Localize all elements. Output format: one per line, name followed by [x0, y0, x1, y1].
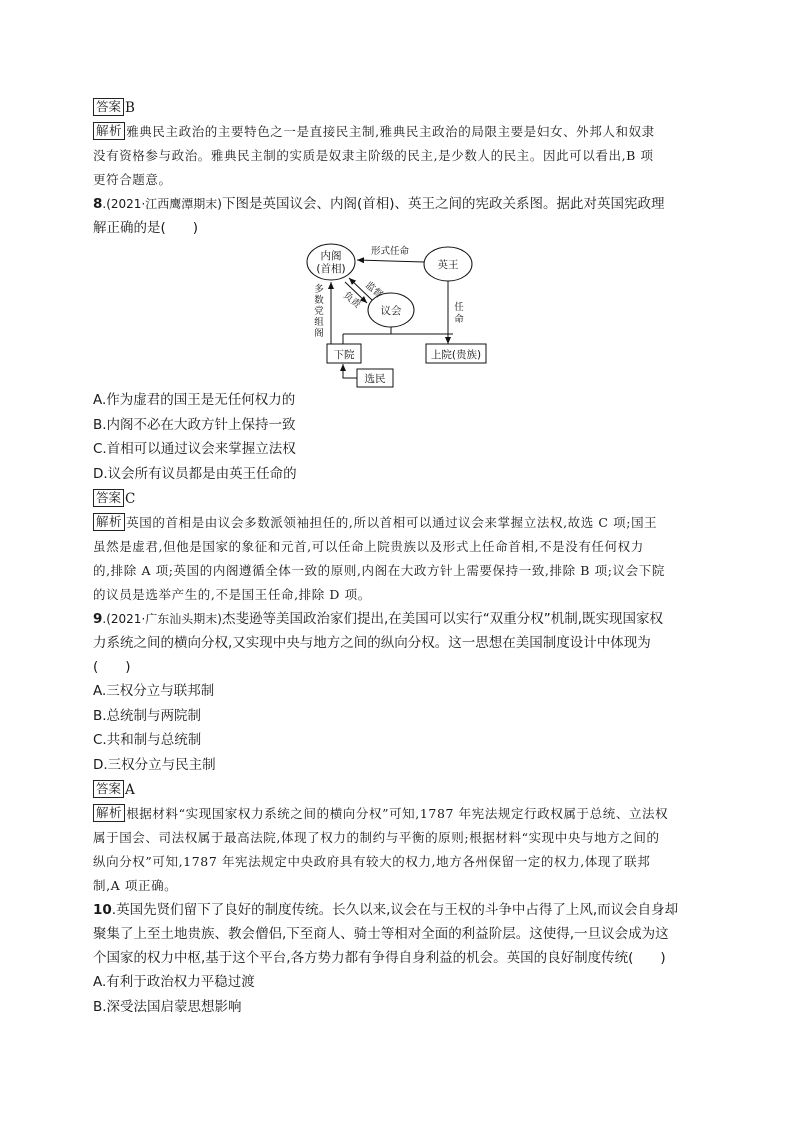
q10-stem-line: 聚集了上至土地贵族、教会僧侣,下至商人、骑士等相对全面的利益阶层。这使得,一旦议会成为这	[93, 926, 669, 942]
cabinet-label-pm: (首相)	[316, 263, 346, 275]
q9-stem-line: ( )	[93, 659, 131, 675]
q10-stem-line: .英国先贤们留下了良好的制度传统。长久以来,议会在与王权的斗争中占得了上风,而议会自身却	[111, 902, 679, 918]
q8-options	[93, 388, 703, 486]
q8-option-a[interactable]: A.作为虚君的国王是无任何权力的	[93, 392, 296, 408]
q8-stem-line: 下图是英国议会、内阁(首相)、英王之间的宪政关系图。据此对英国宪政理	[221, 196, 665, 212]
parliament-label: 议会	[380, 305, 402, 317]
majority-party-label	[314, 283, 324, 339]
q9-answer: A	[125, 782, 135, 798]
q8-explanation	[93, 511, 703, 607]
q8-answer-line	[93, 487, 703, 511]
q8-answer: C	[125, 491, 136, 507]
formal-appoint-label: 形式任命	[370, 246, 410, 257]
king-label: 英王	[437, 259, 459, 271]
q7-explanation-line: 雅典民主政治的主要特色之一是直接民主制,雅典民主政治的局限主要是妇女、外邦人和奴隶	[126, 124, 655, 139]
lower-house-label: 下院	[333, 349, 355, 361]
q8-option-d[interactable]: D.议会所有议员都是由英王任命的	[93, 465, 297, 482]
q8-explanation-line: 英国的首相是由议会多数派领袖担任的,所以首相可以通过议会来掌握立法权,故选 C 项;国王	[126, 515, 658, 530]
q8-stem-line: 解正确的是( )	[93, 220, 199, 236]
explanation-tag: 解析	[93, 122, 125, 140]
q8-stem	[93, 192, 703, 240]
responsible-label: 负责	[341, 289, 363, 311]
q8-option-b[interactable]: B.内阁不必在大政方针上保持一致	[93, 416, 296, 433]
supervise-label: 监督	[363, 279, 385, 301]
q8-explanation-line: 的议员是选举产生的,不是国王任命,排除 D 项。	[93, 587, 371, 602]
q10-stem-line: 个国家的权力中枢,基于这个平台,各方势力都有争得自身利益的机会。英国的良好制度传统( )	[93, 950, 666, 966]
q8-option-c[interactable]: C.首相可以通过议会来掌握立法权	[93, 441, 296, 457]
diagram-svg	[93, 240, 703, 388]
appoint-label: 任	[454, 302, 464, 313]
svg-text:组: 组	[314, 317, 324, 328]
answer-tag: 答案	[93, 780, 124, 798]
page-content	[93, 95, 703, 1019]
svg-text:阁: 阁	[314, 328, 324, 339]
q9-stem-line: 杰斐逊等美国政治家们提出,在美国可以实行“双重分权”机制,既实现国家权	[221, 611, 664, 627]
q10-options	[93, 970, 703, 1019]
formal-appoint-arrow	[357, 260, 424, 262]
cabinet-label: 内阁	[320, 250, 342, 262]
q8-explanation-line: 虽然是虚君,但他是国家的象征和元首,可以任命上院贵族以及形式上任命首相,不是没有任何权力	[93, 539, 644, 554]
q9-option-a[interactable]: A.三权分立与联邦制	[93, 683, 215, 699]
q9-answer-line	[93, 778, 703, 802]
explanation-tag: 解析	[93, 804, 125, 822]
answer-tag: 答案	[93, 98, 124, 116]
q8-source: .(2021·江西鹰潭期末)	[102, 197, 222, 211]
q7-answer: B	[125, 100, 135, 116]
q9-stem	[93, 607, 703, 679]
q7-explanation-line: 更符合题意。	[93, 172, 172, 187]
q10-option-b[interactable]: B.深受法国启蒙思想影响	[93, 998, 242, 1015]
q9-explanation	[93, 802, 703, 898]
q7-answer-line	[93, 96, 703, 120]
q9-explanation-line: 根据材料“实现国家权力系统之间的横向分权”可知,1787 年宪法规定行政权属于总统、立法权	[126, 806, 669, 821]
explanation-tag: 解析	[93, 513, 125, 531]
appoint-label: 命	[454, 314, 464, 325]
q7-explanation-line: 没有资格参与政治。雅典民主制的实质是奴隶主阶级的民主,是少数人的民主。因此可以看出,B 项	[93, 148, 654, 163]
q9-explanation-line: 制,A 项正确。	[93, 878, 178, 893]
q10-number: 10	[93, 902, 112, 918]
voters-arrow	[343, 364, 357, 378]
q10-option-a[interactable]: A.有利于政治权力平稳过渡	[93, 974, 255, 990]
constitutional-diagram	[93, 240, 703, 388]
svg-text:多: 多	[314, 284, 324, 295]
q9-source: .(2021·广东汕头期末)	[102, 612, 222, 626]
upper-house-label: 上院(贵族)	[430, 349, 482, 361]
q9-option-d[interactable]: D.三权分立与民主制	[93, 756, 216, 773]
q9-option-b[interactable]: B.总统制与两院制	[93, 707, 202, 724]
q7-explanation	[93, 120, 703, 192]
q9-explanation-line: 纵向分权”可知,1787 年宪法规定中央政府具有较大的权力,地方各州保留一定的权力,体现了联邦	[93, 854, 651, 869]
answer-tag: 答案	[93, 489, 124, 507]
voters-label: 选民	[364, 373, 386, 385]
q9-stem-line: 力系统之间的横向分权,又实现中央与地方之间的纵向分权。这一思想在美国制度设计中体现为	[93, 635, 651, 651]
q8-number: 8	[93, 196, 103, 212]
svg-text:数: 数	[314, 295, 324, 306]
q9-options	[93, 679, 703, 777]
svg-text:党: 党	[314, 306, 324, 317]
q9-number: 9	[93, 611, 103, 627]
q8-explanation-line: 的,排除 A 项;英国的内阁遵循全体一致的原则,内阁在大政方针上需要保持一致,排除 B 项;议会下院	[93, 563, 665, 578]
q9-option-c[interactable]: C.共和制与总统制	[93, 732, 202, 748]
q9-explanation-line: 属于国会、司法权属于最高法院,体现了权力的制约与平衡的原则;根据材料“实现中央与地方之间的	[93, 830, 660, 845]
q10-stem	[93, 898, 703, 970]
